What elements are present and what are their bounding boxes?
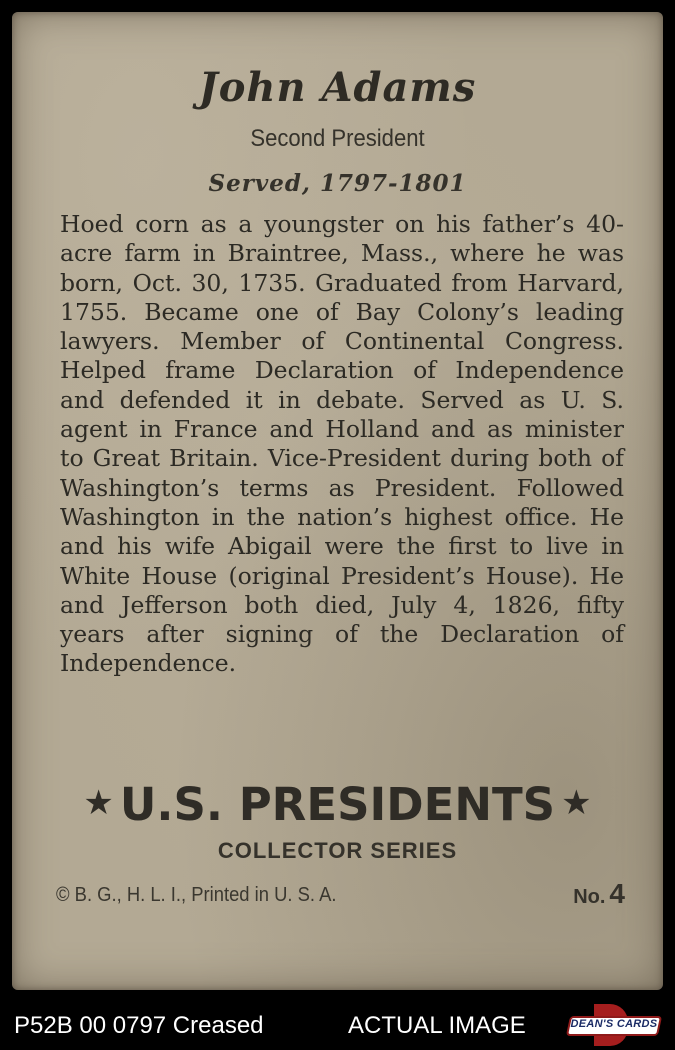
term-served: Served, 1797-1801 <box>208 170 467 197</box>
card-number-label: No. <box>573 886 606 908</box>
listing-caption-grade: P52B 00 0797 Creased <box>14 1012 264 1039</box>
series-title <box>12 778 663 831</box>
series-subtitle: COLLECTOR SERIES <box>217 838 458 863</box>
biography-text: Hoed corn as a youngster on his father’s 40-acre farm in Braintree, Mass., where he was born, Oct. 30, 1735. Graduated from Harvard, 1755. Became one of Bay Colony’s leading lawyers. Member of Continental Congress. Helped frame Declaration of Independence and defended it in debate. Served as U. S. agent in France and Holland and as minister to Great Britain. Vice-President during both of Washington’s terms as President. Followed Washington in the nation’s highest office. He and his wife Abigail were the first to live in White House (original President’s House). He and Jefferson both died, July 4, 1826, fifty years after signing of the Declaration of Independence. <box>60 210 624 678</box>
card-number-value: 4 <box>609 878 625 909</box>
star-icon: ★ <box>83 783 114 823</box>
card-number <box>573 878 625 910</box>
trading-card-back <box>12 12 663 990</box>
logo-text: DEAN'S CARDS <box>570 1018 658 1030</box>
star-icon: ★ <box>561 783 592 823</box>
president-ordinal: Second President <box>250 125 425 152</box>
president-name: John Adams <box>198 64 477 111</box>
deans-cards-logo <box>568 1004 662 1046</box>
copyright-line: © B. G., H. L. I., Printed in U. S. A. <box>56 884 337 906</box>
listing-caption-actual-image: ACTUAL IMAGE <box>348 1012 526 1039</box>
series-title-text: U.S. PRESIDENTS <box>119 778 556 831</box>
